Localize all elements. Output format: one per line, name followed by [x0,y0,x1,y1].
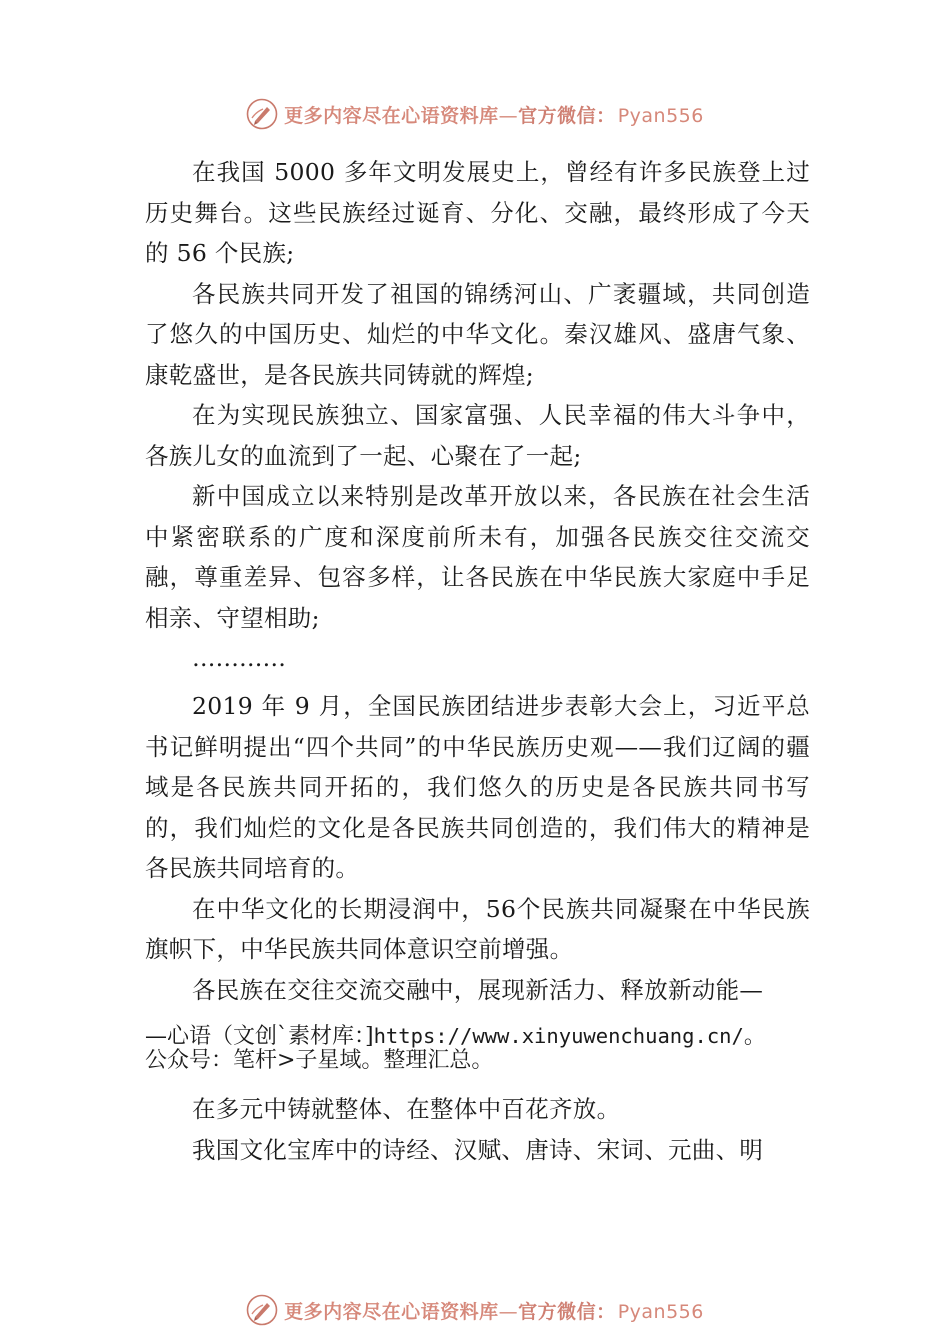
banner-main-text: 更多内容尽在心语资料库 [284,104,499,127]
banner-dash: — [498,104,519,127]
watermark-text-a: —心语（文创`素材库：] [145,1024,374,1049]
header-banner-inner [246,98,704,130]
ellipsis-line: ………… [192,644,286,672]
watermark-text-b: 。 [743,1024,766,1049]
paragraph-1: 在我国 5000 多年文明发展史上，曾经有许多民族登上过历史舞台。这些民族经过诞育、分化、交融，最终形成了今天的 56 个民族; [145,158,810,267]
paragraph-5: 2019 年 9 月，全国民族团结进步表彰大会上，习近平总书记鲜明提出“四个共同”的中华民族历史观——我们辽阔的疆域是各民族共同开拓的，我们悠久的历史是各民族共同书写的，我们灿烂的文化是各民族共同创造的，我们伟大的精神是各民族共同培育的。 [145,692,810,882]
paragraph-2: 各民族共同开发了祖国的锦绣河山、广袤疆域，共同创造了悠久的中国历史、灿烂的中华文化。秦汉雄风、盛唐气象、康乾盛世，是各民族共同铸就的辉煌; [145,279,810,389]
footer-wechat-label: 官方微信： [518,1300,616,1323]
document-body [145,152,810,1170]
pen-logo-icon [246,98,278,130]
banner-wechat-handle: Pyan556 [617,104,704,127]
footer-dash: — [498,1300,519,1323]
header-banner [0,96,950,132]
pen-logo-icon [246,1294,278,1326]
footer-banner-inner [246,1294,704,1326]
footer-main-text: 更多内容尽在心语资料库 [284,1300,499,1323]
watermark-url: https://www.xinyuwenchuang.cn/ [373,1024,744,1048]
footer-banner-text [284,1297,704,1324]
paragraph-8: 在多元中铸就整体、在整体中百花齐放。 [192,1095,621,1123]
paragraph-4: 新中国成立以来特别是改革开放以来，各民族在社会生活中紧密联系的广度和深度前所未有，加强各民族交往交流交融，尊重差异、包容多样，让各民族在中华民族大家庭中手足相亲、守望相助; [145,482,810,632]
header-banner-text [284,101,704,128]
footer-wechat-handle: Pyan556 [617,1300,704,1323]
paragraph-6: 在中华文化的长期浸润中，56个民族共同凝聚在中华民族旗帜下，中华民族共同体意识空前增强。 [145,894,810,963]
footer-banner [0,1292,950,1328]
paragraph-7: 各民族在交往交流交融中，展现新活力、释放新动能— [192,975,764,1004]
watermark-insert [145,1010,810,1089]
paragraph-3: 在为实现民族独立、国家富强、人民幸福的伟大斗争中，各族儿女的血流到了一起、心聚在了一起; [145,401,810,470]
paragraph-9: 我国文化宝库中的诗经、汉赋、唐诗、宋词、元曲、明 [192,1135,764,1164]
banner-wechat-label: 官方微信： [518,104,616,127]
watermark-text-c: 公众号：笔杆>子星域。整理汇总。 [145,1048,494,1073]
